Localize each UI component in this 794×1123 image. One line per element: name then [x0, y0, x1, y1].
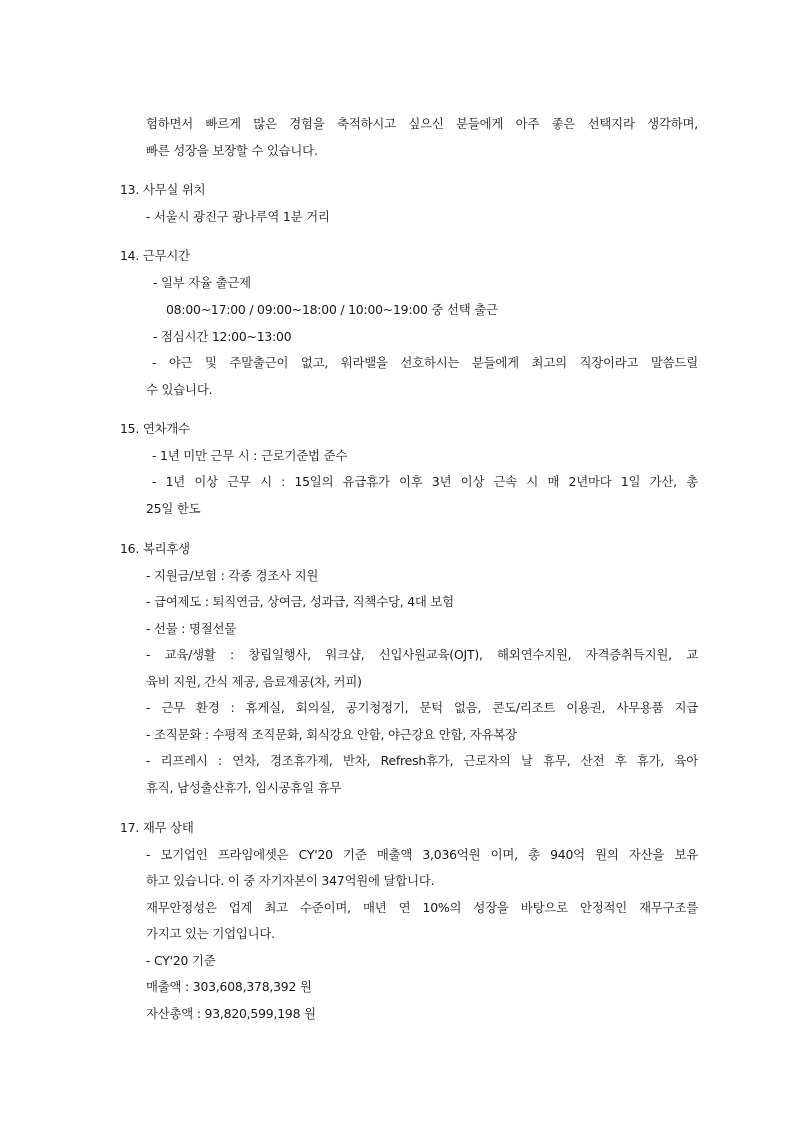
section-17-p1-line-1: - 모기업인 프라임에셋은 CY'20 기준 매출액 3,036억원 이며, 총 940억 원의 자산을 보유 — [146, 847, 698, 862]
section-17-p2-line-2: 가지고 있는 기업입니다. — [146, 926, 275, 941]
section-16-item-2: - 급여제도 : 퇴직연금, 상여금, 성과급, 직책수당, 4대 보험 — [146, 594, 454, 609]
intro-line-2: 빠른 성장을 보장할 수 있습니다. — [146, 143, 318, 158]
section-16-item-1: - 지원금/보험 : 각종 경조사 지원 — [146, 568, 319, 583]
section-17-heading: 17. 재무 상태 — [120, 820, 194, 835]
section-16-item-7-line-1: - 리프레시 : 연차, 경조휴가제, 반차, Refresh휴가, 근로자의 날 휴무, 산전 후 휴가, 육아 — [146, 753, 698, 768]
section-16-heading: 16. 복리후생 — [120, 541, 190, 556]
section-16-item-3: - 선물 : 명절선물 — [146, 621, 237, 636]
section-15-item-1: - 1년 미만 근무 시 : 근로기준법 준수 — [152, 448, 348, 463]
section-16-item-7-line-2: 휴직, 남성출산휴가, 임시공휴일 휴무 — [146, 780, 342, 795]
section-17-assets: 자산총액 : 93,820,599,198 원 — [146, 1006, 316, 1021]
section-15-item-2-line-1: - 1년 이상 근무 시 : 15일의 유급휴가 이후 3년 이상 근속 시 매 2년마다 1일 가산, 총 — [152, 474, 698, 489]
section-15-heading: 15. 연차개수 — [120, 421, 190, 436]
section-14-item-3-line-1: - 야근 및 주말출근이 없고, 워라밸을 선호하시는 분들에게 최고의 직장이라고 말씀드릴 — [152, 355, 698, 370]
section-14-item-3-line-2: 수 있습니다. — [146, 382, 213, 397]
section-16-item-4-line-2: 육비 지원, 간식 제공, 음료제공(차, 커피) — [146, 674, 362, 689]
intro-line-1: 험하면서 빠르게 많은 경험을 축적하시고 싶으신 분들에게 아주 좋은 선택지라 생각하며, — [146, 116, 698, 131]
section-14-heading: 14. 근무시간 — [120, 248, 190, 263]
section-13-heading: 13. 사무실 위치 — [120, 182, 206, 197]
section-16-item-4-line-1: - 교육/생활 : 창립일행사, 워크샵, 신입사원교육(OJT), 해외연수지원, 자격증취득지원, 교 — [146, 647, 698, 662]
section-15-item-2-line-2: 25일 한도 — [146, 501, 201, 516]
section-17-p2-line-1: 재무안정성은 업계 최고 수준이며, 매년 연 10%의 성장을 바탕으로 안정적인 재무구조를 — [146, 900, 698, 915]
section-14-item-1-detail: 08:00~17:00 / 09:00~18:00 / 10:00~19:00 중 선택 출근 — [166, 302, 498, 317]
section-14-item-2: - 점심시간 12:00~13:00 — [153, 329, 292, 344]
section-16-item-6: - 조직문화 : 수평적 조직문화, 회식강요 안함, 야근강요 안함, 자유복장 — [146, 727, 517, 742]
section-14-item-1: - 일부 자율 출근제 — [153, 275, 251, 290]
section-16-item-5: - 근무 환경 : 휴게실, 회의실, 공기청정기, 문턱 없음, 콘도/리조트 이용권, 사무용품 지급 — [146, 700, 698, 715]
section-17-p1-line-2: 하고 있습니다. 이 중 자기자본이 347억원에 달합니다. — [146, 873, 435, 888]
section-13-item-1: - 서울시 광진구 광나루역 1분 거리 — [146, 209, 330, 224]
section-17-basis: - CY'20 기준 — [146, 953, 216, 968]
section-17-revenue: 매출액 : 303,608,378,392 원 — [146, 979, 312, 994]
